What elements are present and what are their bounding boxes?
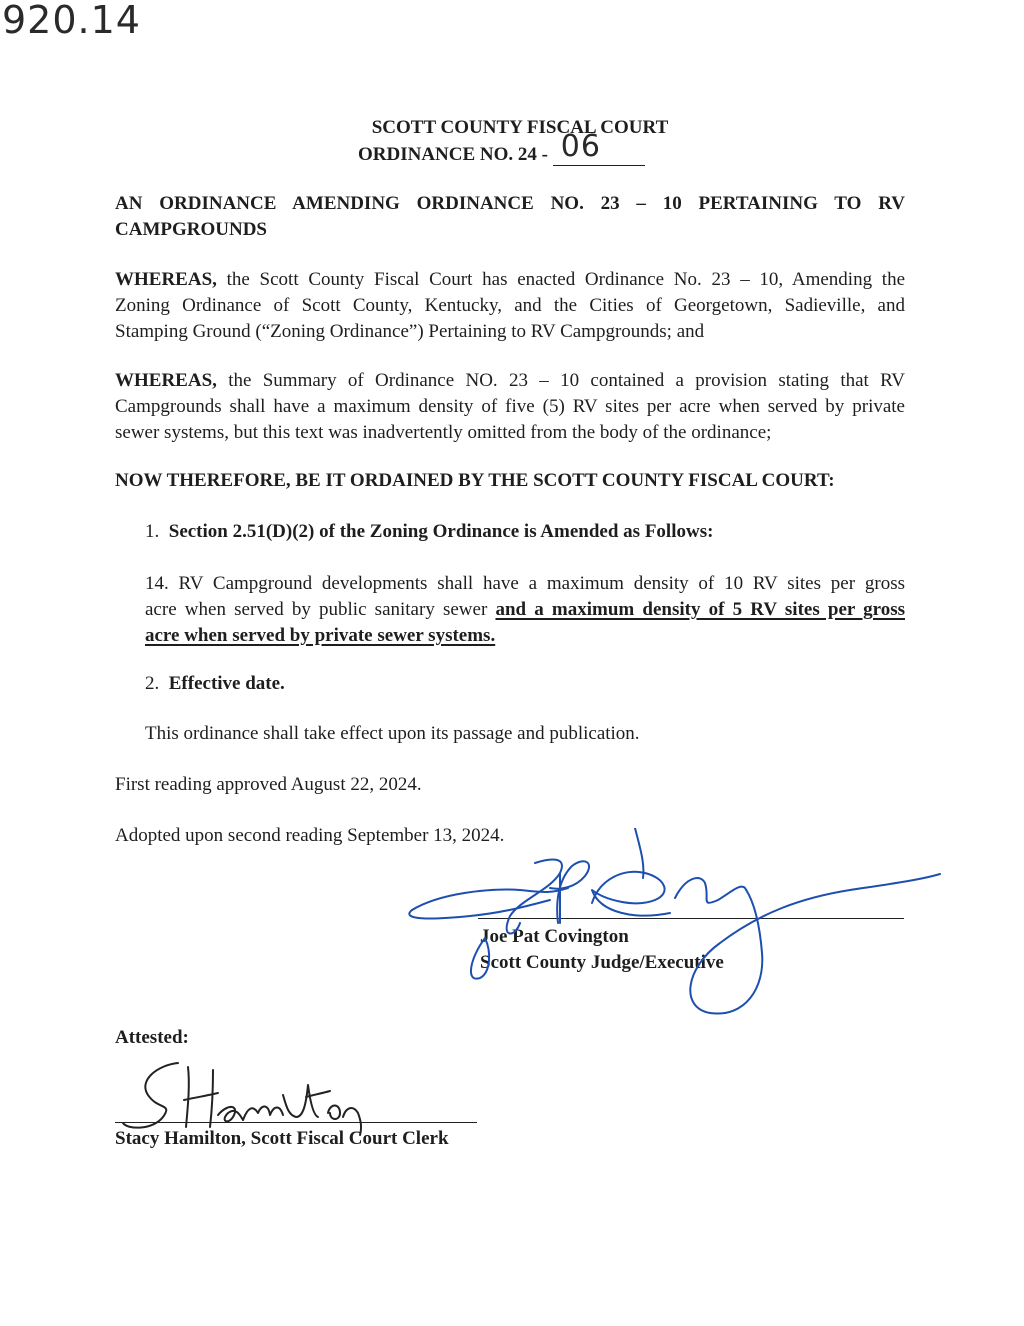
ordinance-prefix: ORDINANCE NO. 24 - [358, 144, 548, 165]
whereas1-line1: the Scott County Fiscal Court has enacted Ordinance No. 23 – 10, Amending the [226, 269, 906, 290]
effective-date-text: This ordinance shall take effect upon its passage and publication. [145, 723, 640, 744]
first-reading-text: First reading approved August 22, 2024. [115, 774, 422, 795]
whereas-lead: WHEREAS, [115, 269, 217, 290]
whereas2-line1: the Summary of Ordinance NO. 23 – 10 contained a provision stating that RV [228, 370, 906, 391]
whereas-paragraph-2 [115, 368, 905, 446]
item14-line1: 14. RV Campground developments shall have a maximum density of 10 RV sites per gross [145, 573, 905, 594]
now-therefore-clause: NOW THEREFORE, BE IT ORDAINED BY THE SCOTT COUNTY FISCAL COURT: [115, 470, 835, 491]
clerk-signature-line [115, 1122, 477, 1123]
amended-item-14 [145, 571, 905, 649]
whereas1-line3: Stamping Ground (“Zoning Ordinance”) Pertaining to RV Campgrounds; and [115, 321, 705, 342]
ordinance-title-line2: CAMPGROUNDS [115, 219, 267, 240]
section-2-heading [145, 673, 285, 695]
section-2-title: Effective date. [168, 673, 285, 694]
whereas-lead: WHEREAS, [115, 370, 217, 391]
section-1-number: 1. [145, 521, 160, 542]
attested-label: Attested: [115, 1027, 189, 1048]
ordinance-number-blank [553, 129, 645, 166]
judge-title: Scott County Judge/Executive [480, 952, 724, 973]
section-1-heading [145, 521, 713, 543]
section-1-title: Section 2.51(D)(2) of the Zoning Ordinance is Amended as Follows: [168, 521, 714, 542]
judge-name: Joe Pat Covington [480, 926, 629, 947]
clerk-name-title: Stacy Hamilton, Scott Fiscal Court Clerk [115, 1128, 449, 1149]
item14-line2-plain: acre when served by public sanitary sewer [145, 599, 488, 620]
ordinance-title-line1: AN ORDINANCE AMENDING ORDINANCE NO. 23 – 10 PERTAINING TO RV [115, 193, 905, 214]
whereas-paragraph-1 [115, 267, 905, 345]
whereas2-line2: Campgrounds shall have a maximum density of five (5) RV sites per acre when served by private [115, 396, 905, 417]
court-name: SCOTT COUNTY FISCAL COURT [371, 117, 669, 138]
item14-line2-amendment: and a maximum density of 5 RV sites per gross [495, 599, 906, 620]
ordinance-number [358, 129, 645, 166]
section-2-number: 2. [145, 673, 160, 694]
adopted-text: Adopted upon second reading September 13, 2024. [115, 825, 505, 846]
whereas2-line3: sewer systems, but this text was inadvertently omitted from the body of the ordinance; [115, 422, 772, 443]
handwritten-file-number: 920.14 [2, 0, 141, 42]
item14-line3-amendment: acre when served by private sewer systems. [145, 625, 496, 646]
whereas1-line2: Zoning Ordinance of Scott County, Kentucky, and the Cities of Georgetown, Sadieville, and [115, 295, 905, 316]
judge-signature-line [478, 918, 904, 919]
handwritten-ordinance-suffix: 06 [560, 129, 601, 164]
